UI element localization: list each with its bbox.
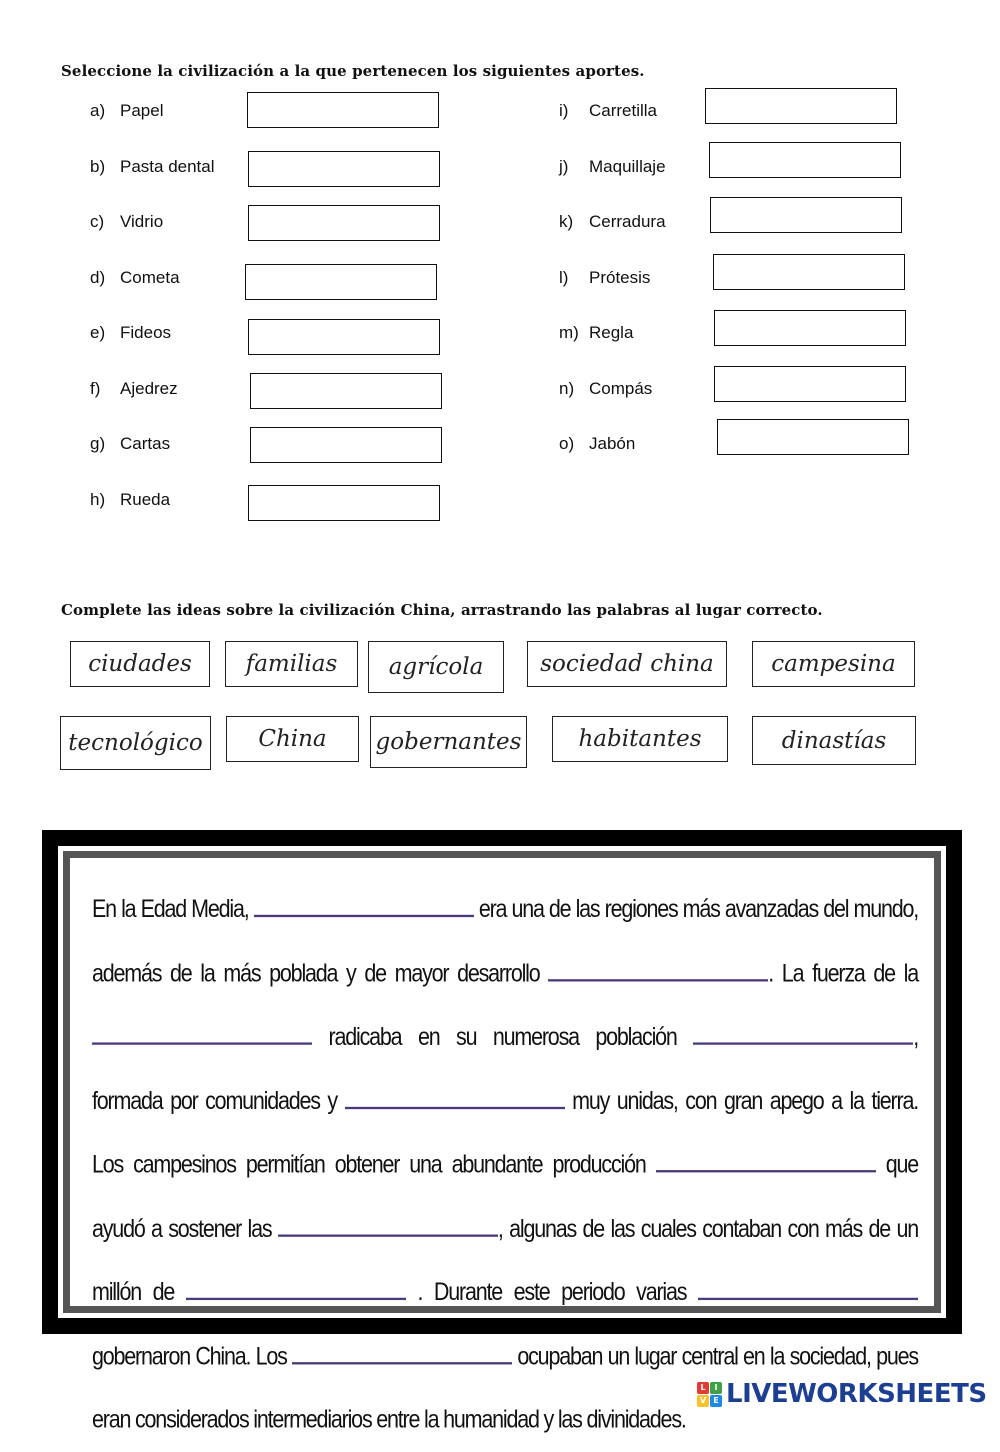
item-letter: d) <box>90 268 106 287</box>
logo-mark-tile: E <box>710 1395 722 1407</box>
answer-box-k[interactable] <box>710 197 902 233</box>
item-letter: m) <box>559 323 579 342</box>
word-tile-habitantes[interactable]: habitantes <box>552 716 728 762</box>
answer-box-h[interactable] <box>248 485 440 521</box>
item-k <box>559 202 666 242</box>
logo-mark-tile: V <box>697 1395 709 1407</box>
item-letter: c) <box>90 212 105 231</box>
item-j <box>559 147 666 187</box>
word-tile-tecnologico[interactable]: tecnológico <box>60 716 211 770</box>
blank-4[interactable] <box>693 1017 913 1045</box>
item-letter: e) <box>90 323 106 342</box>
answer-box-i[interactable] <box>705 88 897 124</box>
item-a <box>90 91 163 131</box>
word-tile-campesina[interactable]: campesina <box>752 641 915 687</box>
item-letter: k) <box>559 212 574 231</box>
logo-mark-icon <box>697 1382 722 1407</box>
blank-6[interactable] <box>656 1145 876 1173</box>
item-label: Carretilla <box>589 101 658 120</box>
answer-box-c[interactable] <box>248 205 440 241</box>
answer-box-b[interactable] <box>248 151 440 187</box>
item-i <box>559 91 657 131</box>
passage-segment: radicaba en su numerosa población <box>328 1022 677 1051</box>
blank-3[interactable] <box>92 1017 312 1045</box>
item-label: Prótesis <box>589 268 651 287</box>
blank-9[interactable] <box>698 1272 918 1300</box>
passage-segment: era una de las regiones más avanzadas del mundo, además de la más poblada y de mayor desarrollo <box>92 895 918 987</box>
answer-box-e[interactable] <box>248 319 440 355</box>
item-label: Compás <box>589 379 653 398</box>
item-label: Pasta dental <box>120 157 215 176</box>
instruction-contributions: Seleccione la civilización a la que pertenecen los siguientes aportes. <box>61 62 645 80</box>
item-label: Papel <box>120 101 164 120</box>
item-g <box>90 424 170 464</box>
answer-box-f[interactable] <box>250 373 442 409</box>
item-label: Cartas <box>120 434 171 453</box>
item-letter: l) <box>559 268 569 287</box>
blank-10[interactable] <box>292 1336 512 1364</box>
blank-5[interactable] <box>345 1081 565 1109</box>
item-e <box>90 313 171 353</box>
blank-8[interactable] <box>186 1272 406 1300</box>
word-tile-china[interactable]: China <box>226 716 359 762</box>
passage-segment: muy unidas, con gran apego a la tierra. Los campesinos permitían obtener una abundante producción <box>92 1086 918 1179</box>
liveworksheets-logo[interactable] <box>697 1377 987 1411</box>
word-tile-dinastias[interactable]: dinastías <box>752 716 916 765</box>
answer-box-j[interactable] <box>709 142 901 178</box>
passage-segment: . La fuerza de la <box>768 959 918 987</box>
word-tile-familias[interactable]: familias <box>225 641 358 687</box>
item-b <box>90 147 215 187</box>
passage-segment: , algunas de las cuales contaban con más de un millón de <box>92 1214 918 1306</box>
word-tile-gobernantes[interactable]: gobernantes <box>370 716 527 768</box>
passage-segment: ocupaban un lugar central en la sociedad, pues eran considerados intermediarios entre la humanidad y las divinidades. <box>92 1342 918 1434</box>
item-letter: n) <box>559 379 575 398</box>
item-letter: a) <box>90 101 106 120</box>
item-letter: i) <box>559 101 569 120</box>
item-label: Jabón <box>589 434 636 453</box>
passage-segment: , formada por comunidades y <box>92 1022 918 1115</box>
item-letter: j) <box>559 157 569 176</box>
item-label: Cometa <box>120 268 180 287</box>
word-tile-agricola[interactable]: agrícola <box>368 641 504 693</box>
passage-text <box>92 878 918 1452</box>
item-o <box>559 424 635 464</box>
item-label: Fideos <box>120 323 172 342</box>
item-label: Ajedrez <box>120 379 178 398</box>
item-letter: b) <box>90 157 106 176</box>
item-label: Regla <box>589 323 634 342</box>
item-label: Vidrio <box>120 212 164 231</box>
item-letter: f) <box>90 379 101 398</box>
item-label: Rueda <box>120 490 171 509</box>
answer-box-d[interactable] <box>245 264 437 300</box>
answer-box-n[interactable] <box>714 366 906 402</box>
blank-7[interactable] <box>278 1209 498 1237</box>
item-m <box>559 313 633 353</box>
passage-segment: En la Edad Media, <box>92 895 249 923</box>
logo-mark-tile: I <box>710 1382 722 1394</box>
word-tile-ciudades[interactable]: ciudades <box>70 641 210 687</box>
blank-2[interactable] <box>548 953 768 981</box>
answer-box-o[interactable] <box>717 419 909 455</box>
item-label: Maquillaje <box>589 157 666 176</box>
item-letter: o) <box>559 434 575 453</box>
passage-segment: . Durante este periodo varias <box>417 1278 687 1306</box>
passage-segment: gobernaron China. Los <box>92 1342 287 1370</box>
word-tile-sociedad-china[interactable]: sociedad china <box>527 641 727 687</box>
item-letter: h) <box>90 490 106 509</box>
item-f <box>90 369 178 409</box>
answer-box-g[interactable] <box>250 427 442 463</box>
item-label: Cerradura <box>589 212 666 231</box>
item-c <box>90 202 163 242</box>
item-letter: g) <box>90 434 106 453</box>
item-d <box>90 258 180 298</box>
item-l <box>559 258 650 298</box>
logo-text: LIVEWORKSHEETS <box>726 1379 987 1409</box>
item-n <box>559 369 652 409</box>
answer-box-l[interactable] <box>713 254 905 290</box>
answer-box-m[interactable] <box>714 310 906 346</box>
item-h <box>90 480 170 520</box>
answer-box-a[interactable] <box>247 92 439 128</box>
blank-1[interactable] <box>254 890 474 918</box>
logo-mark-tile: L <box>697 1382 709 1394</box>
passage-segment: que ayudó a sostener las <box>92 1150 918 1242</box>
instruction-drag-words: Complete las ideas sobre la civilización China, arrastrando las palabras al lugar correcto. <box>61 601 823 619</box>
